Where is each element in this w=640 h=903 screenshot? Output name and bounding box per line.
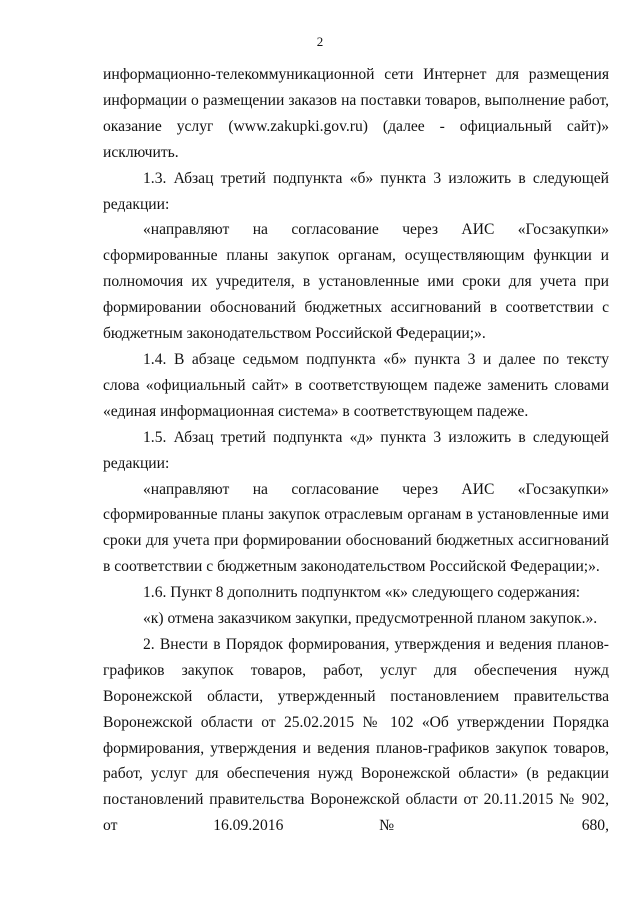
paragraph-continuation: информационно-телекоммуникационной сети Интернет для размещения информации о размещении заказов на поставки товаров, выполнение работ, оказание услуг (www.zakupki.gov.ru) (далее - официальный сайт)» исключить.	[103, 66, 609, 161]
paragraph-1-3: 1.3. Абзац третий подпункта «б» пункта 3 изложить в следующей редакции:	[103, 169, 609, 213]
paragraph-1-4: 1.4. В абзаце седьмом подпункта «б» пункта 3 и далее по тексту слова «официальный сайт» в соответствующем падеже заменить словами «единая информационная система» в соответствующем падеже.	[103, 350, 609, 420]
paragraph-1-6: 1.6. Пункт 8 дополнить подпунктом «к» следующего содержания:	[143, 584, 581, 602]
document-body	[103, 62, 609, 839]
paragraph-1-6-quote: «к) отмена заказчиком закупки, предусмотренной планом закупок.».	[143, 610, 598, 628]
paragraph-1-3-quote: «направляют на согласование через АИС «Госзакупки» сформированные планы закупок органам, осуществляющим функции и полномочия их учредителя, в установленные ими сроки для учета при формировании обоснований бюджетных ассигнований в соответствии с бюджетным законодательством Российской Федерации;».	[103, 221, 609, 343]
paragraph-1-5-quote: «направляют на согласование через АИС «Госзакупки» сформированные планы закупок отраслевым органам в установленные ими сроки для учета при формировании обоснований бюджетных ассигнований в соответствии с бюджетным законодательством Российской Федерации;».	[103, 480, 609, 576]
paragraph-2: 2. Внести в Порядок формирования, утверждения и ведения планов-графиков закупок товаров, работ, услуг для обеспечения нужд Воронежской области, утвержденный постановлением правительства Воронежской области от 25.02.2015 № 102 «Об утверждении Порядка формирования, утверждения и ведения планов-графиков закупок товаров, работ, услуг для обеспечения нужд Воронежской области» (в редакции постановлений правительства Воронежской области от 20.11.2015 № 902, от 16.09.2016 № 680,	[103, 635, 609, 835]
page-number: 2	[316, 34, 324, 49]
paragraph-1-5: 1.5. Абзац третий подпункта «д» пункта 3 изложить в следующей редакции:	[103, 428, 609, 472]
